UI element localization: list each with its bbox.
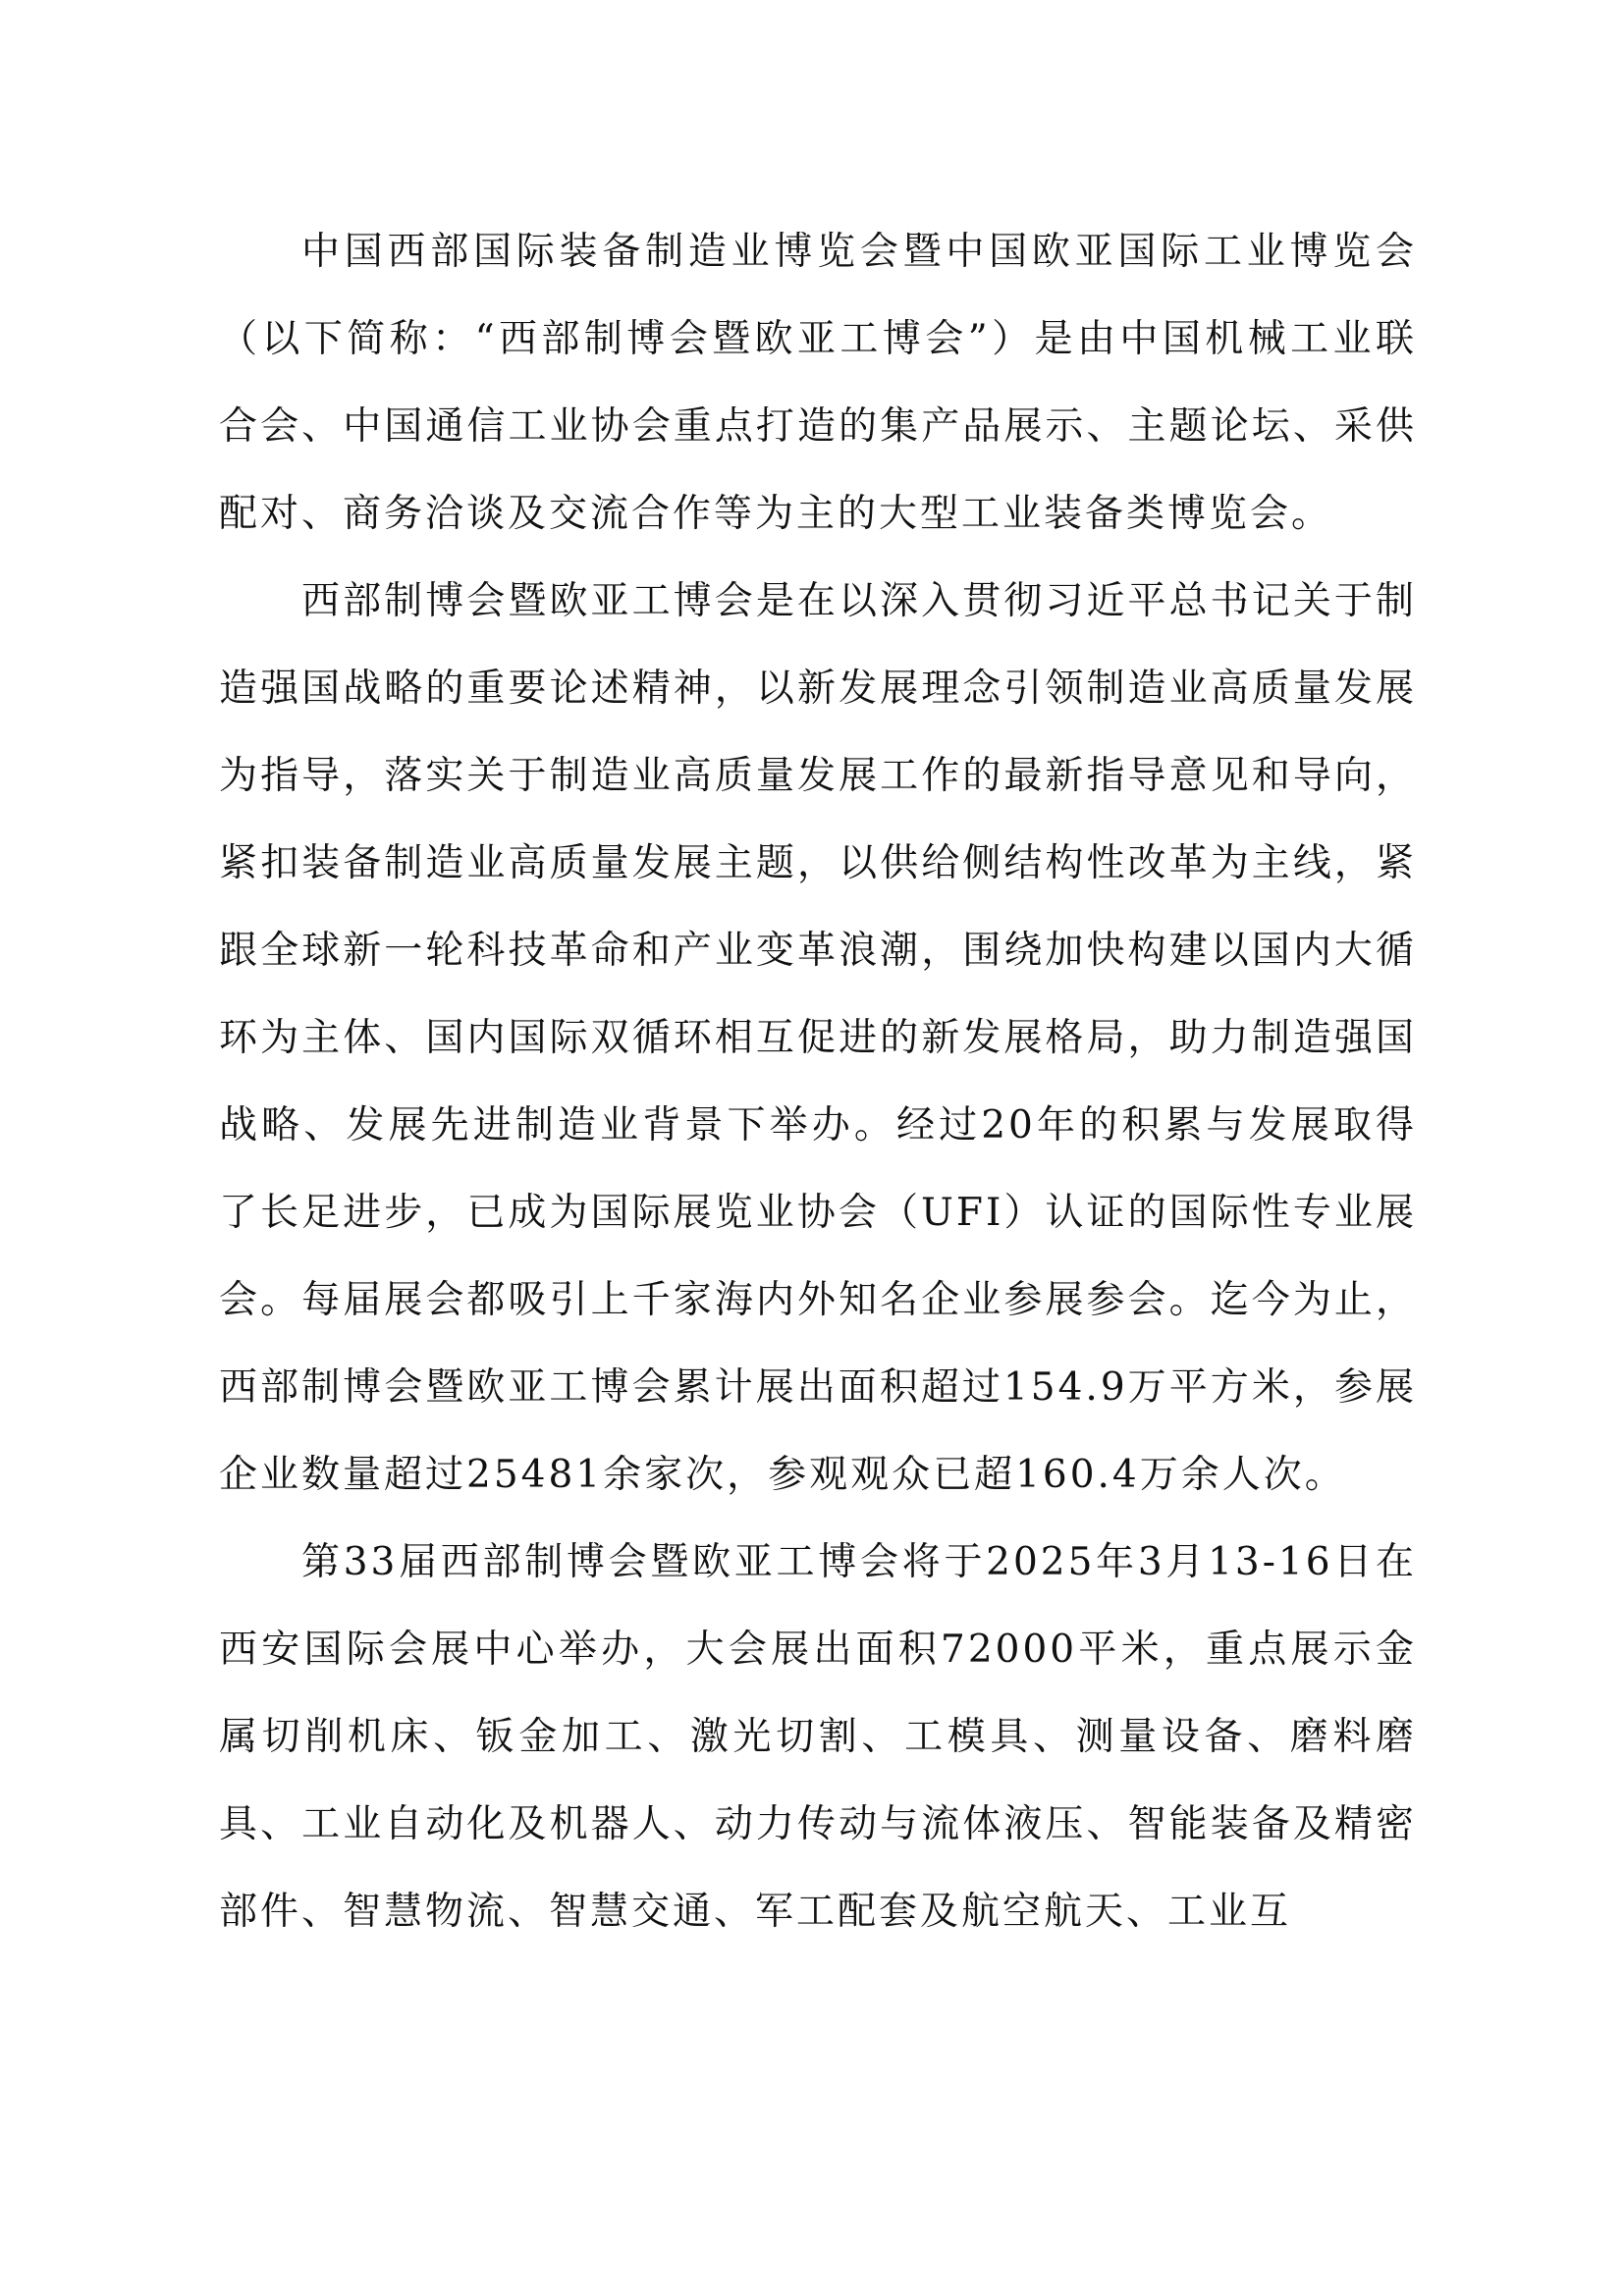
document-body [219, 208, 1417, 1955]
paragraph-intro: 中国西部国际装备制造业博览会暨中国欧亚国际工业博览会（以下简称：“西部制博会暨欧亚工博会”）是由中国机械工业联合会、中国通信工业协会重点打造的集产品展示、主题论坛、采供配对、商务洽谈及交流合作等为主的大型工业装备类博览会。 [219, 230, 1417, 536]
paragraph-background: 西部制博会暨欧亚工博会是在以深入贯彻习近平总书记关于制造强国战略的重要论述精神，以新发展理念引领制造业高质量发展为指导，落实关于制造业高质量发展工作的最新指导意见和导向，紧扣装备制造业高质量发展主题，以供给侧结构性改革为主线，紧跟全球新一轮科技革命和产业变革浪潮，围绕加快构建以国内大循环为主体、国内国际双循环相互促进的新发展格局，助力制造强国战略、发展先进制造业背景下举办。经过20年的积累与发展取得了长足进步，已成为国际展览业协会（UFI）认证的国际性专业展会。每届展会都吸引上千家海内外知名企业参展参会。迄今为止，西部制博会暨欧亚工博会累计展出面积超过154.9万平方米，参展企业数量超过25481余家次，参观观众已超160.4万余人次。 [219, 579, 1417, 1497]
paragraph-event-details: 第33届西部制博会暨欧亚工博会将于2025年3月13-16日在西安国际会展中心举办，大会展出面积72000平米，重点展示金属切削机床、钣金加工、激光切割、工模具、测量设备、磨料磨具、工业自动化及机器人、动力传动与流体液压、智能装备及精密部件、智慧物流、智慧交通、军工配套及航空航天、工业互 [219, 1540, 1417, 1934]
